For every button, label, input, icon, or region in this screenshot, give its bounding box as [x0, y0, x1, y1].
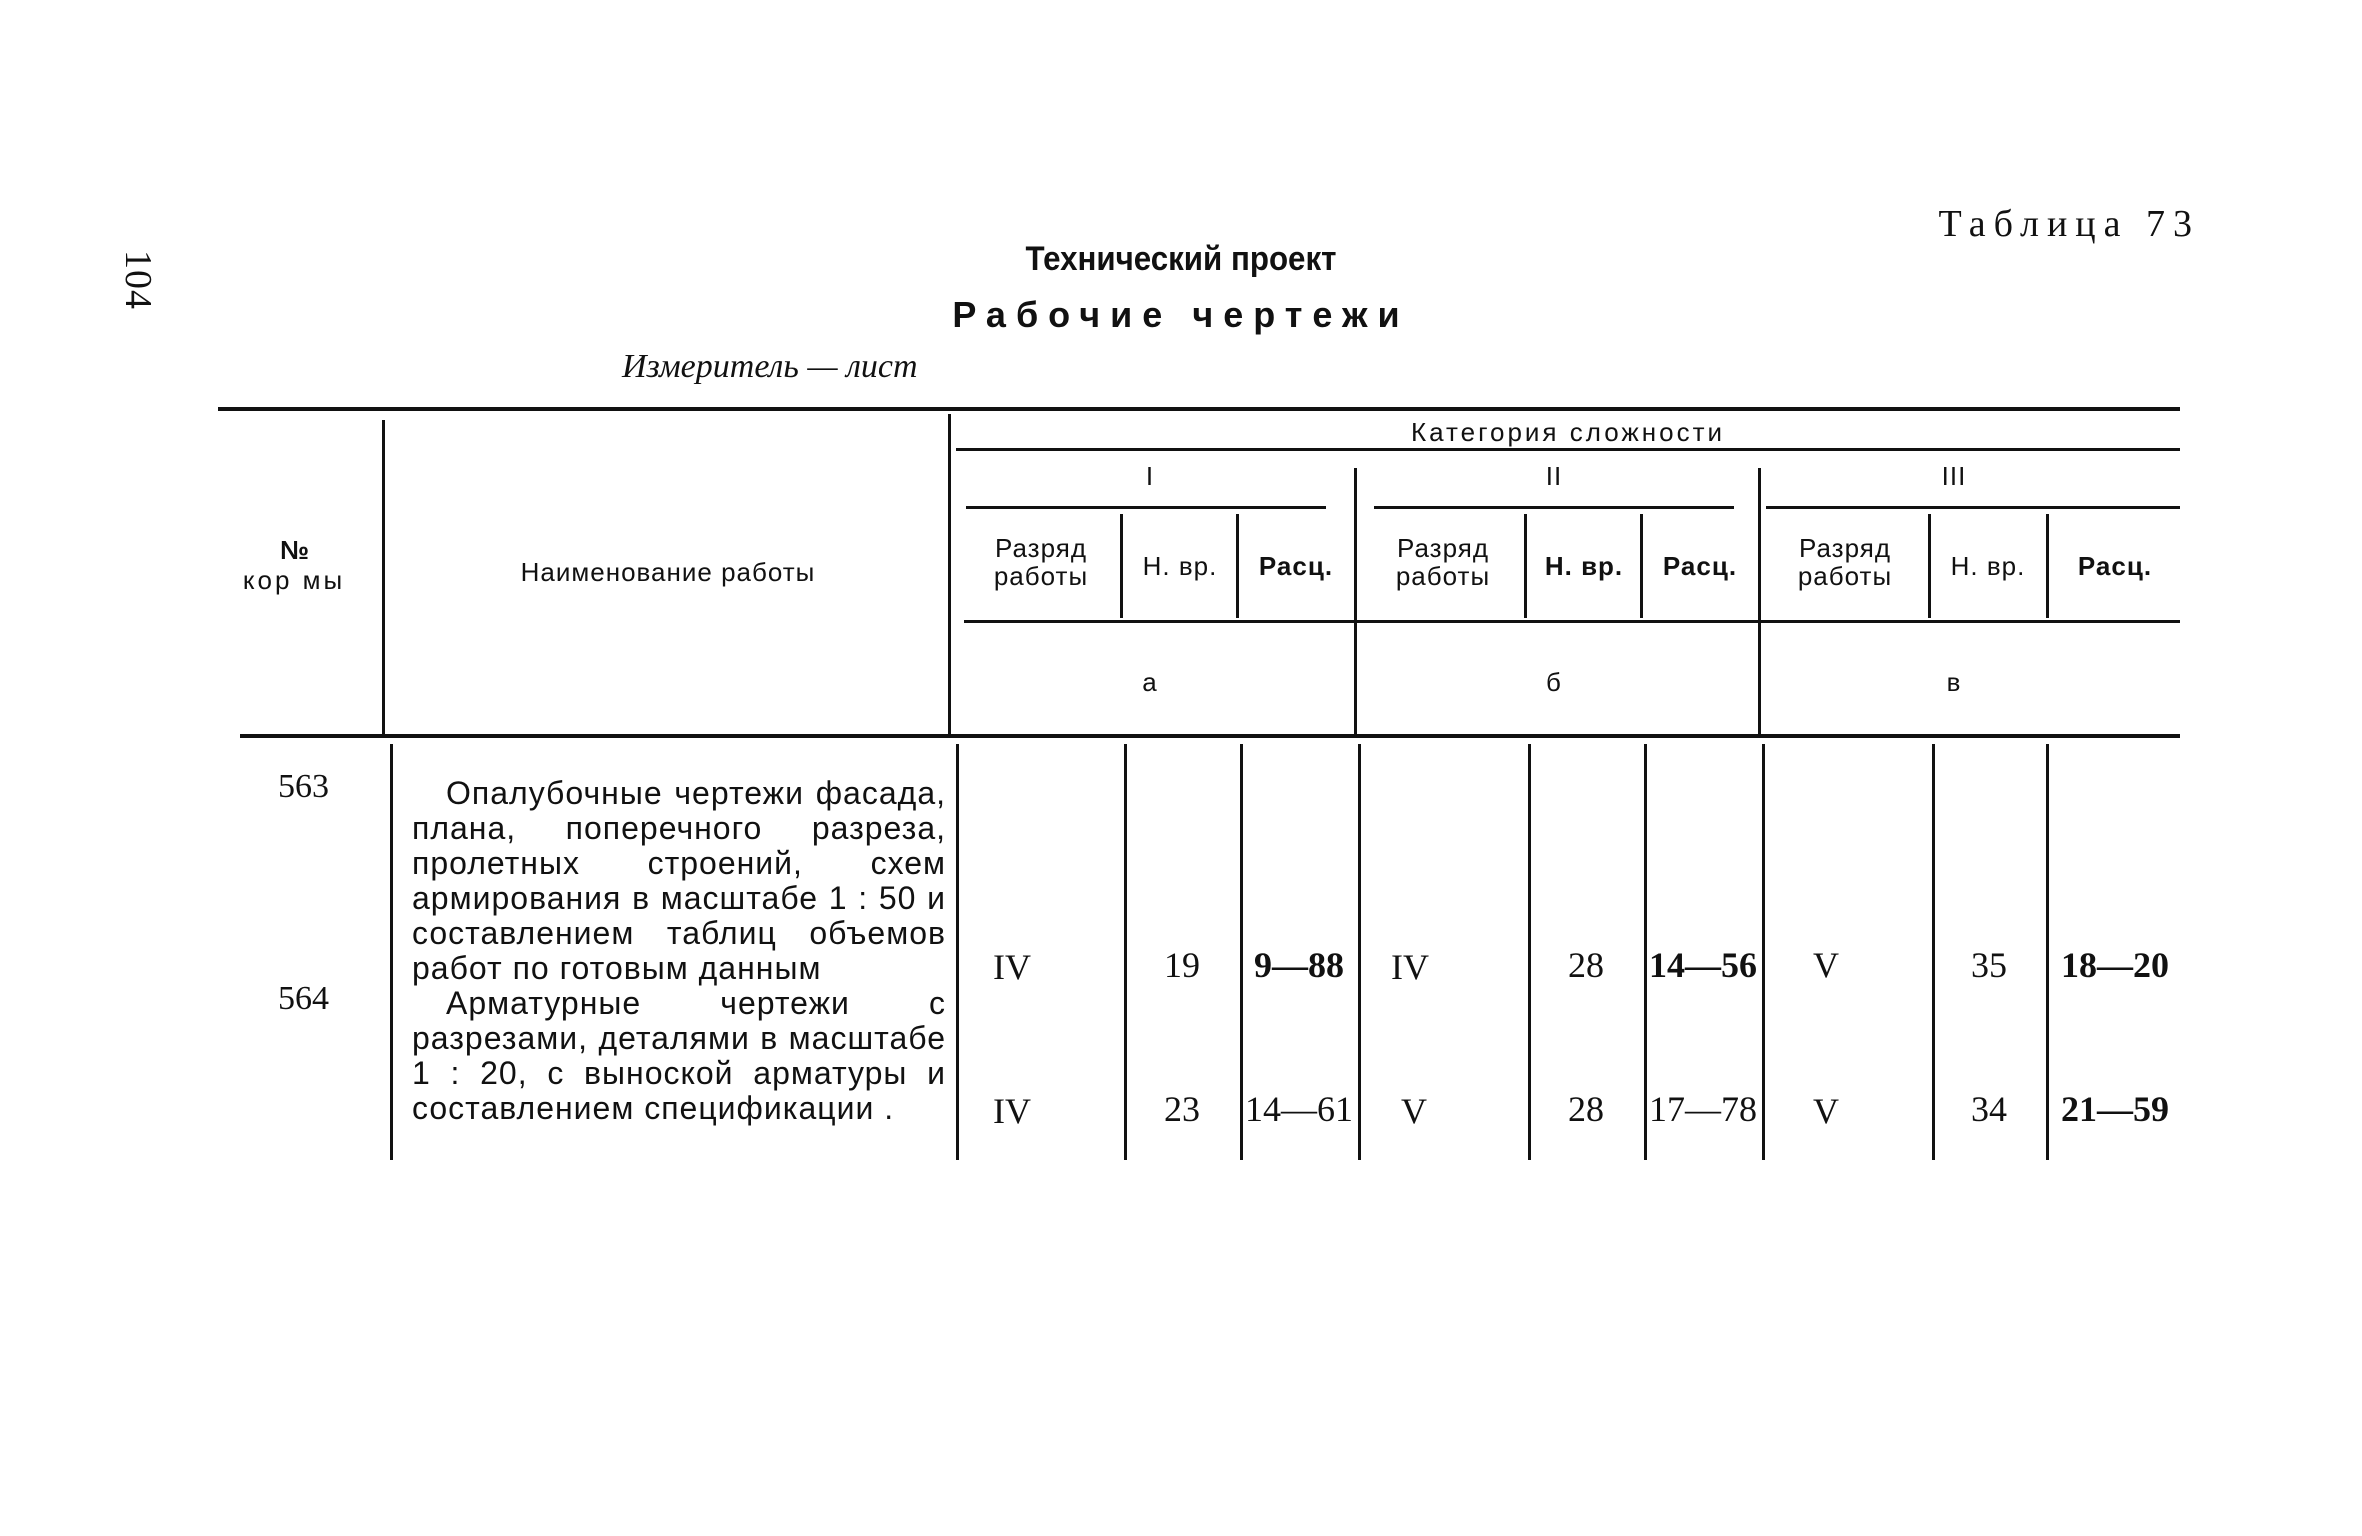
header-divider-name [948, 414, 951, 736]
measure-unit: Измеритель — лист [622, 348, 918, 385]
group-1-roman: I [1145, 461, 1155, 491]
row-563-g1-time: 19 [1164, 945, 1200, 985]
body-divider-g1c [1358, 744, 1361, 1160]
group-1-grade-header: Разряд работы [993, 533, 1089, 591]
norm-number-symbol: № [280, 535, 310, 565]
table-label: Таблица 73 [1938, 203, 2200, 245]
group-2-rule [1374, 506, 1734, 509]
body-divider-name [956, 744, 959, 1160]
group-2-roman: II [1545, 461, 1563, 491]
row-563-g2-rate: 14—56 [1649, 945, 1757, 985]
group-3-grade-header: Разряд работы [1797, 533, 1893, 591]
row-563-g2-grade: IV [1391, 947, 1429, 987]
group-1-rate-header: Расц. [1258, 551, 1334, 581]
row-564-g1-rate: 14—61 [1245, 1089, 1353, 1129]
group-3-letter: в [1946, 667, 1962, 697]
header-divider-g2b [1640, 514, 1643, 618]
row-563-number: 563 [278, 768, 329, 805]
row-563-g3-time: 35 [1971, 945, 2007, 985]
group-3-time-header: Н. вр. [1950, 551, 2026, 581]
header-divider-num [382, 420, 385, 736]
row-564-g3-rate: 21—59 [2061, 1089, 2169, 1129]
header-divider-g3b [2046, 514, 2049, 618]
header-divider-g1a [1120, 514, 1123, 618]
row-563-g3-rate: 18—20 [2061, 945, 2169, 985]
header-divider-group-2 [1758, 468, 1761, 734]
body-divider-g3b [2046, 744, 2049, 1160]
row-563-g1-grade: IV [993, 947, 1031, 987]
row-563-g2-time: 28 [1568, 945, 1604, 985]
group-2-time-header: Н. вр. [1544, 551, 1624, 581]
body-divider-g2c [1762, 744, 1765, 1160]
category-rule [956, 448, 2180, 451]
document-title: Технический проект [1025, 240, 1337, 278]
document-subtitle: Рабочие чертежи [952, 294, 1410, 335]
row-564-g2-rate: 17—78 [1649, 1089, 1757, 1129]
group-1-time-header: Н. вр. [1142, 551, 1218, 581]
body-divider-g2b [1644, 744, 1647, 1160]
header-divider-group-1 [1354, 468, 1357, 734]
header-divider-g3a [1928, 514, 1931, 618]
row-563-g3-grade: V [1813, 945, 1839, 985]
group-3-roman: III [1941, 461, 1967, 491]
row-564-g1-grade: IV [993, 1091, 1031, 1131]
body-divider-g1b [1240, 744, 1243, 1160]
group-2-rate-header: Расц. [1662, 551, 1738, 581]
group-2-letter: б [1546, 667, 1562, 697]
category-header: Категория сложности [1410, 417, 1726, 447]
row-564-description: Арматурные чертежи с разрезами, деталями в масштабе 1 : 20, с выноской арматуры и составлением спецификации . [412, 985, 946, 1126]
row-564-g3-time: 34 [1971, 1089, 2007, 1129]
group-3-rule [1766, 506, 2180, 509]
row-563-g1-rate: 9—88 [1254, 945, 1344, 985]
group-2-grade-header: Разряд работы [1395, 533, 1491, 591]
header-divider-g2a [1524, 514, 1527, 618]
body-divider-num [390, 744, 393, 1160]
row-563-description: Опалубочные чертежи фасада, плана, поперечного разреза, пролетных строений, схем армирования в масштабе 1 : 50 и составлением таблиц объемов работ по готовым данным [412, 775, 946, 986]
work-name-header: Наименование работы [520, 557, 816, 587]
group-1-rule [966, 506, 1326, 509]
row-564-number: 564 [278, 980, 329, 1017]
group-3-rate-header: Расц. [2077, 551, 2153, 581]
subheader-rule [964, 620, 2180, 623]
row-564-g2-time: 28 [1568, 1089, 1604, 1129]
row-564-g1-time: 23 [1164, 1089, 1200, 1129]
header-divider-g1b [1236, 514, 1239, 618]
page-number: 104 [117, 250, 159, 310]
group-1-letter: а [1142, 667, 1158, 697]
row-564-g2-grade: V [1401, 1091, 1427, 1131]
row-564-g3-grade: V [1813, 1091, 1839, 1131]
norm-number-header: кор мы [242, 565, 346, 595]
table-top-rule [218, 407, 2180, 411]
header-bottom-rule [240, 734, 2180, 738]
